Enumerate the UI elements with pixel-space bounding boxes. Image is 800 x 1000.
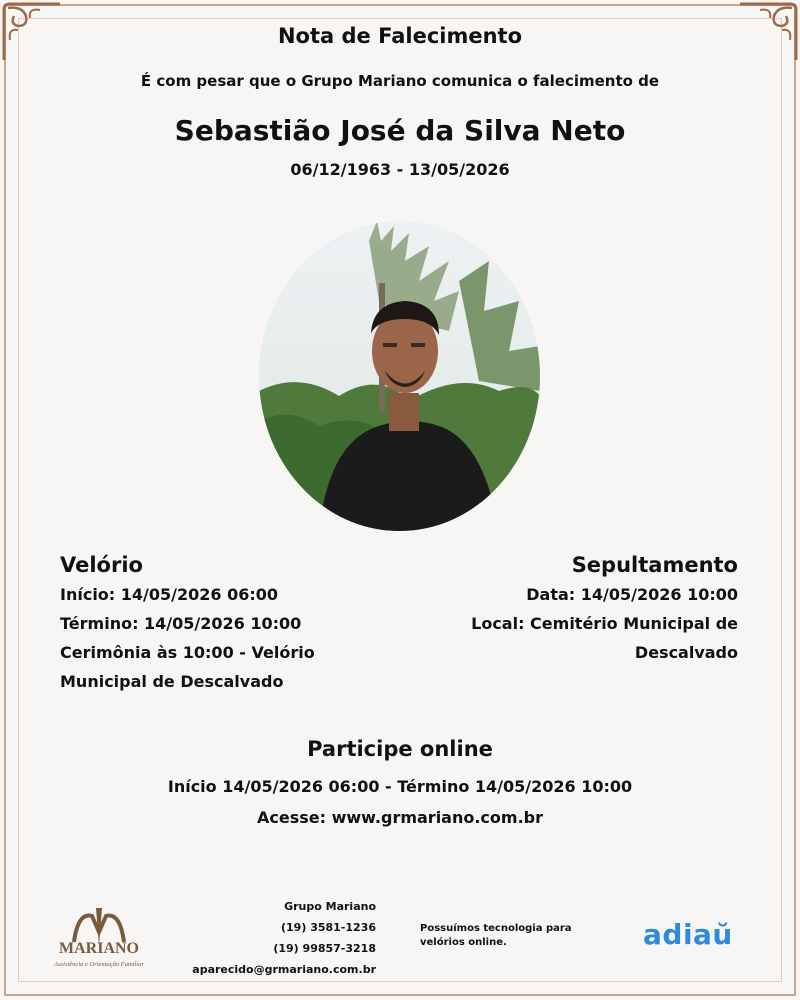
page-title: Nota de Falecimento xyxy=(277,24,523,48)
deceased-name: Sebastião José da Silva Neto xyxy=(174,114,626,147)
deceased-photo xyxy=(259,221,540,531)
life-dates: 06/12/1963 - 13/05/2026 xyxy=(290,160,510,179)
velorio-start: Início: 14/05/2026 06:00 xyxy=(60,585,279,604)
sepultamento-location: Local: Cemitério Municipal de xyxy=(471,614,738,633)
grupo-mariano-logo xyxy=(44,902,154,972)
company-name: Grupo Mariano xyxy=(284,900,376,913)
sepultamento-date: Data: 14/05/2026 10:00 xyxy=(526,585,738,604)
sepultamento-heading: Sepultamento xyxy=(571,553,738,577)
phone-mobile[interactable]: (19) 99857-3218 xyxy=(273,942,376,955)
phone-landline[interactable]: (19) 3581-1236 xyxy=(281,921,376,934)
online-times: Início 14/05/2026 06:00 - Término 14/05/2026 10:00 xyxy=(167,777,633,796)
velorio-ceremony-location: Municipal de Descalvado xyxy=(60,672,284,691)
online-website-link[interactable]: Acesse: www.grmariano.com.br xyxy=(257,808,543,827)
announcement-text: É com pesar que o Grupo Mariano comunica o falecimento de xyxy=(140,72,660,90)
logo-wordmark: MARIANO xyxy=(59,940,139,957)
sepultamento-section xyxy=(428,550,738,667)
sepultamento-location-cont: Descalvado xyxy=(634,643,738,662)
velorio-end: Término: 14/05/2026 10:00 xyxy=(60,614,302,633)
velorio-ceremony: Cerimônia às 10:00 - Velório xyxy=(60,643,315,662)
adiau-logo: adiaŭ xyxy=(643,918,733,951)
velorio-heading: Velório xyxy=(60,553,143,577)
logo-tagline: Assistência e Orientação Familiar xyxy=(54,961,144,968)
velorio-section xyxy=(60,550,360,696)
online-heading: Participe online xyxy=(307,737,493,761)
technology-note: Possuímos tecnologia para velórios online. xyxy=(420,923,572,948)
contact-info xyxy=(192,896,376,980)
email-link[interactable]: aparecido@grmariano.com.br xyxy=(192,963,376,976)
